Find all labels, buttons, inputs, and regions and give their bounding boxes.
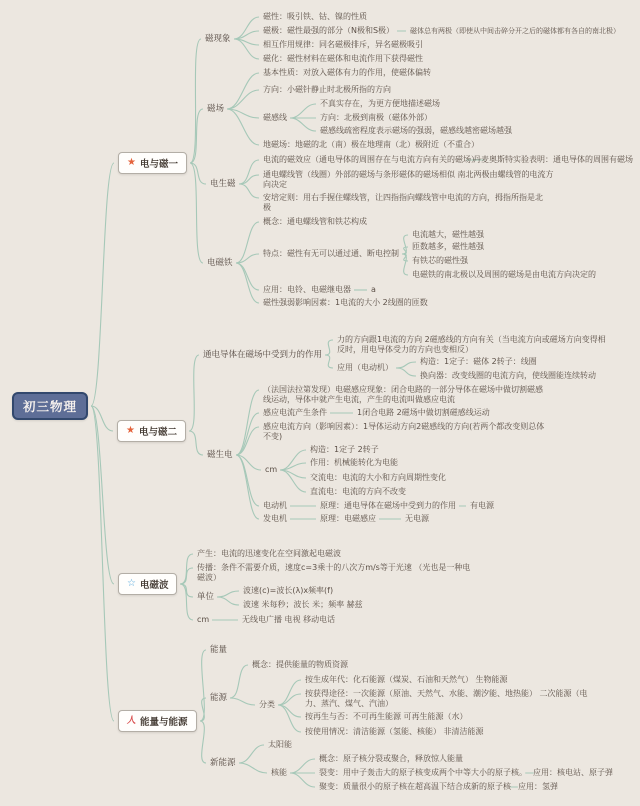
- detail-node[interactable]: 产生：电流的迅速变化在空间激起电磁波: [197, 549, 341, 558]
- detail-node[interactable]: 应用（电动机）: [337, 363, 393, 372]
- topic-energy-sources[interactable]: 能源: [210, 693, 228, 703]
- topic-magnetism-creates-electricity[interactable]: 磁生电: [207, 450, 233, 460]
- detail-node[interactable]: 概念：原子核分裂或聚合，释放惊人能量: [319, 754, 463, 763]
- note-node[interactable]: 原理：通电导体在磁场中受到力的作用: [320, 501, 456, 510]
- detail-node[interactable]: 按使用情况：清洁能源（氢能、核能） 非清洁能源: [305, 727, 484, 736]
- note-node[interactable]: 丹麦奥斯特实验表明：通电导体的周围有磁场: [473, 155, 633, 164]
- detail-node[interactable]: 电磁铁的南北极以及周围的磁场是由电流方向决定的: [412, 270, 596, 279]
- note-node[interactable]: 应用：核电站、原子弹: [533, 768, 613, 777]
- detail-node[interactable]: 地磁场：地磁的北（南）极在地理南（北）极附近（不重合）: [263, 140, 479, 149]
- star-filled-icon: [126, 426, 135, 436]
- topic-conductor-force-in-field[interactable]: 通电导体在磁场中受到力的作用: [203, 350, 323, 360]
- detail-node[interactable]: 方向：北极到南极（磁体外部）: [320, 113, 432, 122]
- note-node[interactable]: 有电源: [470, 501, 494, 510]
- note-node[interactable]: 磁体总有两极（即使从中间击碎分开之后的磁体都有各自的南北极）: [410, 27, 620, 35]
- detail-node[interactable]: 按生成年代：化石能源（煤炭、石油和天然气） 生物能源: [305, 675, 508, 684]
- detail-node[interactable]: 换向器：改变线圈的电流方向，使线圈能连续转动: [420, 371, 596, 380]
- detail-node[interactable]: 安培定则：用右手握住螺线管，让四指指向螺线管中电流的方向，拇指所指是北极: [263, 193, 543, 212]
- detail-node[interactable]: 波速 米每秒；波长 米；频率 赫兹: [243, 600, 363, 609]
- detail-node[interactable]: （法国法拉第发现）电磁感应现象：闭合电路的一部分导体在磁场中做切割磁感线运动，导体中就产生电流，产生的电流叫做感应电流: [263, 385, 543, 404]
- detail-node[interactable]: 分类: [259, 700, 275, 709]
- detail-node[interactable]: 构造：1定子：磁体 2转子：线圈: [420, 357, 537, 366]
- detail-node[interactable]: 电流越大，磁性越强: [412, 230, 484, 239]
- root-node[interactable]: [12, 392, 88, 420]
- detail-node[interactable]: 聚变：质量很小的原子核在超高温下结合成新的原子核: [319, 782, 511, 791]
- branch-box-energy[interactable]: [118, 710, 197, 732]
- note-node[interactable]: 原理：电磁感应: [320, 514, 376, 523]
- detail-node[interactable]: 磁化：磁性材料在磁体和电流作用下获得磁性: [263, 54, 423, 63]
- detail-node[interactable]: 按获得途径：一次能源（原油、天然气、水能、潮汐能、地热能） 二次能源（电力、蒸汽、煤气、汽油）: [305, 689, 588, 708]
- detail-node[interactable]: 基本性质：对放入磁体有力的作用，使磁体偏转: [263, 68, 431, 77]
- branch-box-electromagnetic-wave[interactable]: [118, 573, 177, 595]
- detail-node[interactable]: 感应电流方向（影响因素）：1导体运动方向2磁感线的方向(若两个都改变则总体不变): [263, 422, 545, 441]
- branch-box-electricity-magnetism-2[interactable]: [117, 420, 186, 442]
- note-node[interactable]: 应用：氢弹: [518, 782, 558, 791]
- note-node[interactable]: 1闭合电路 2磁场中做切割磁感线运动: [357, 408, 490, 417]
- detail-node[interactable]: 传播：条件不需要介质，速度c=3乘十的八次方m/s等于光速 （光也是一种电磁波）: [197, 563, 471, 582]
- detail-node[interactable]: 相互作用规律：同名磁极排斥，异名磁极吸引: [263, 40, 423, 49]
- detail-node[interactable]: 不真实存在，为更方便地描述磁场: [320, 99, 440, 108]
- detail-node[interactable]: 波速(c)=波长(λ)x频率(f): [243, 586, 334, 595]
- detail-node[interactable]: 构造：1定子 2转子: [310, 445, 379, 454]
- branch-box-electricity-magnetism-1[interactable]: [118, 152, 187, 174]
- note-node[interactable]: 无电源: [405, 514, 429, 523]
- topic-wave-units[interactable]: 单位: [197, 592, 215, 602]
- detail-node[interactable]: 太阳能: [268, 740, 292, 749]
- energy-icon: [127, 716, 136, 726]
- note-node[interactable]: 无线电广播 电视 移动电话: [242, 615, 336, 624]
- star-outline-icon: [127, 579, 136, 589]
- detail-node[interactable]: 核能: [271, 768, 287, 777]
- detail-node[interactable]: 直流电：电流的方向不改变: [310, 487, 406, 496]
- detail-node[interactable]: 作用：机械能转化为电能: [310, 458, 398, 467]
- detail-node[interactable]: 通电螺线管（线圈）外部的磁场与条形磁体的磁场相似 南北两极由螺线管的电流方向决定: [263, 170, 554, 189]
- detail-node[interactable]: 电流的磁效应（通电导体的周围存在与电流方向有关的磁场）: [263, 155, 479, 164]
- detail-node[interactable]: 概念：通电螺线管和铁芯构成: [263, 217, 367, 226]
- branch-label: 能量与能源: [140, 717, 188, 728]
- detail-node[interactable]: 感应电流产生条件: [263, 408, 327, 417]
- branch-label: 电与磁二: [138, 427, 177, 438]
- detail-node[interactable]: 匝数越多，磁性越强: [412, 242, 484, 251]
- detail-node[interactable]: 方向：小磁针静止时北极所指的方向: [263, 85, 391, 94]
- detail-node[interactable]: 电动机: [263, 501, 287, 510]
- branch-label: 电与磁一: [139, 159, 178, 170]
- branch-label: 电磁波: [139, 580, 169, 591]
- detail-node[interactable]: cm: [197, 615, 210, 624]
- topic-new-energy[interactable]: 新能源: [210, 758, 236, 768]
- root-label: 初三物理: [23, 399, 78, 414]
- detail-node[interactable]: cm: [265, 465, 278, 474]
- detail-node[interactable]: 有铁芯的磁性强: [412, 256, 468, 265]
- detail-node[interactable]: 磁极：磁性最强的部分（N极和S极）: [263, 26, 395, 35]
- topic-electricity-creates-magnetism[interactable]: 电生磁: [210, 179, 236, 189]
- detail-node[interactable]: 力的方向跟1电流的方向 2磁感线的方向有关（当电流方向或磁场方向变得相反时，用电导体受力的方向也变相反）: [337, 335, 606, 354]
- detail-node[interactable]: 磁感线: [263, 113, 287, 122]
- topic-energy[interactable]: 能量: [210, 645, 228, 655]
- topic-magnetic-phenomena[interactable]: 磁现象: [205, 34, 231, 44]
- detail-node[interactable]: 磁感线疏密程度表示磁场的强弱，磁感线越密磁场越强: [320, 126, 512, 135]
- detail-node[interactable]: 概念：提供能量的物质资源: [252, 660, 348, 669]
- detail-node[interactable]: 磁性：吸引铁、钴、镍的性质: [263, 12, 367, 21]
- topic-electromagnet[interactable]: 电磁铁: [207, 258, 233, 268]
- detail-node[interactable]: 特点：磁性有无可以通过通、断电控制: [263, 249, 399, 258]
- note-node[interactable]: a: [371, 285, 376, 294]
- detail-node[interactable]: 磁性强弱影响因素：1电流的大小 2线圈的匝数: [263, 298, 428, 307]
- detail-node[interactable]: 发电机: [263, 514, 287, 523]
- star-filled-icon: [127, 158, 136, 168]
- topic-magnetic-field[interactable]: 磁场: [207, 104, 225, 114]
- detail-node[interactable]: 应用：电铃、电磁继电器: [263, 285, 351, 294]
- detail-node[interactable]: 按再生与否：不可再生能源 可再生能源（水）: [305, 712, 468, 721]
- detail-node[interactable]: 交流电：电流的大小和方向周期性变化: [310, 473, 446, 482]
- detail-node[interactable]: 裂变：用中子轰击大的原子核变成两个中等大小的原子核。: [319, 768, 527, 777]
